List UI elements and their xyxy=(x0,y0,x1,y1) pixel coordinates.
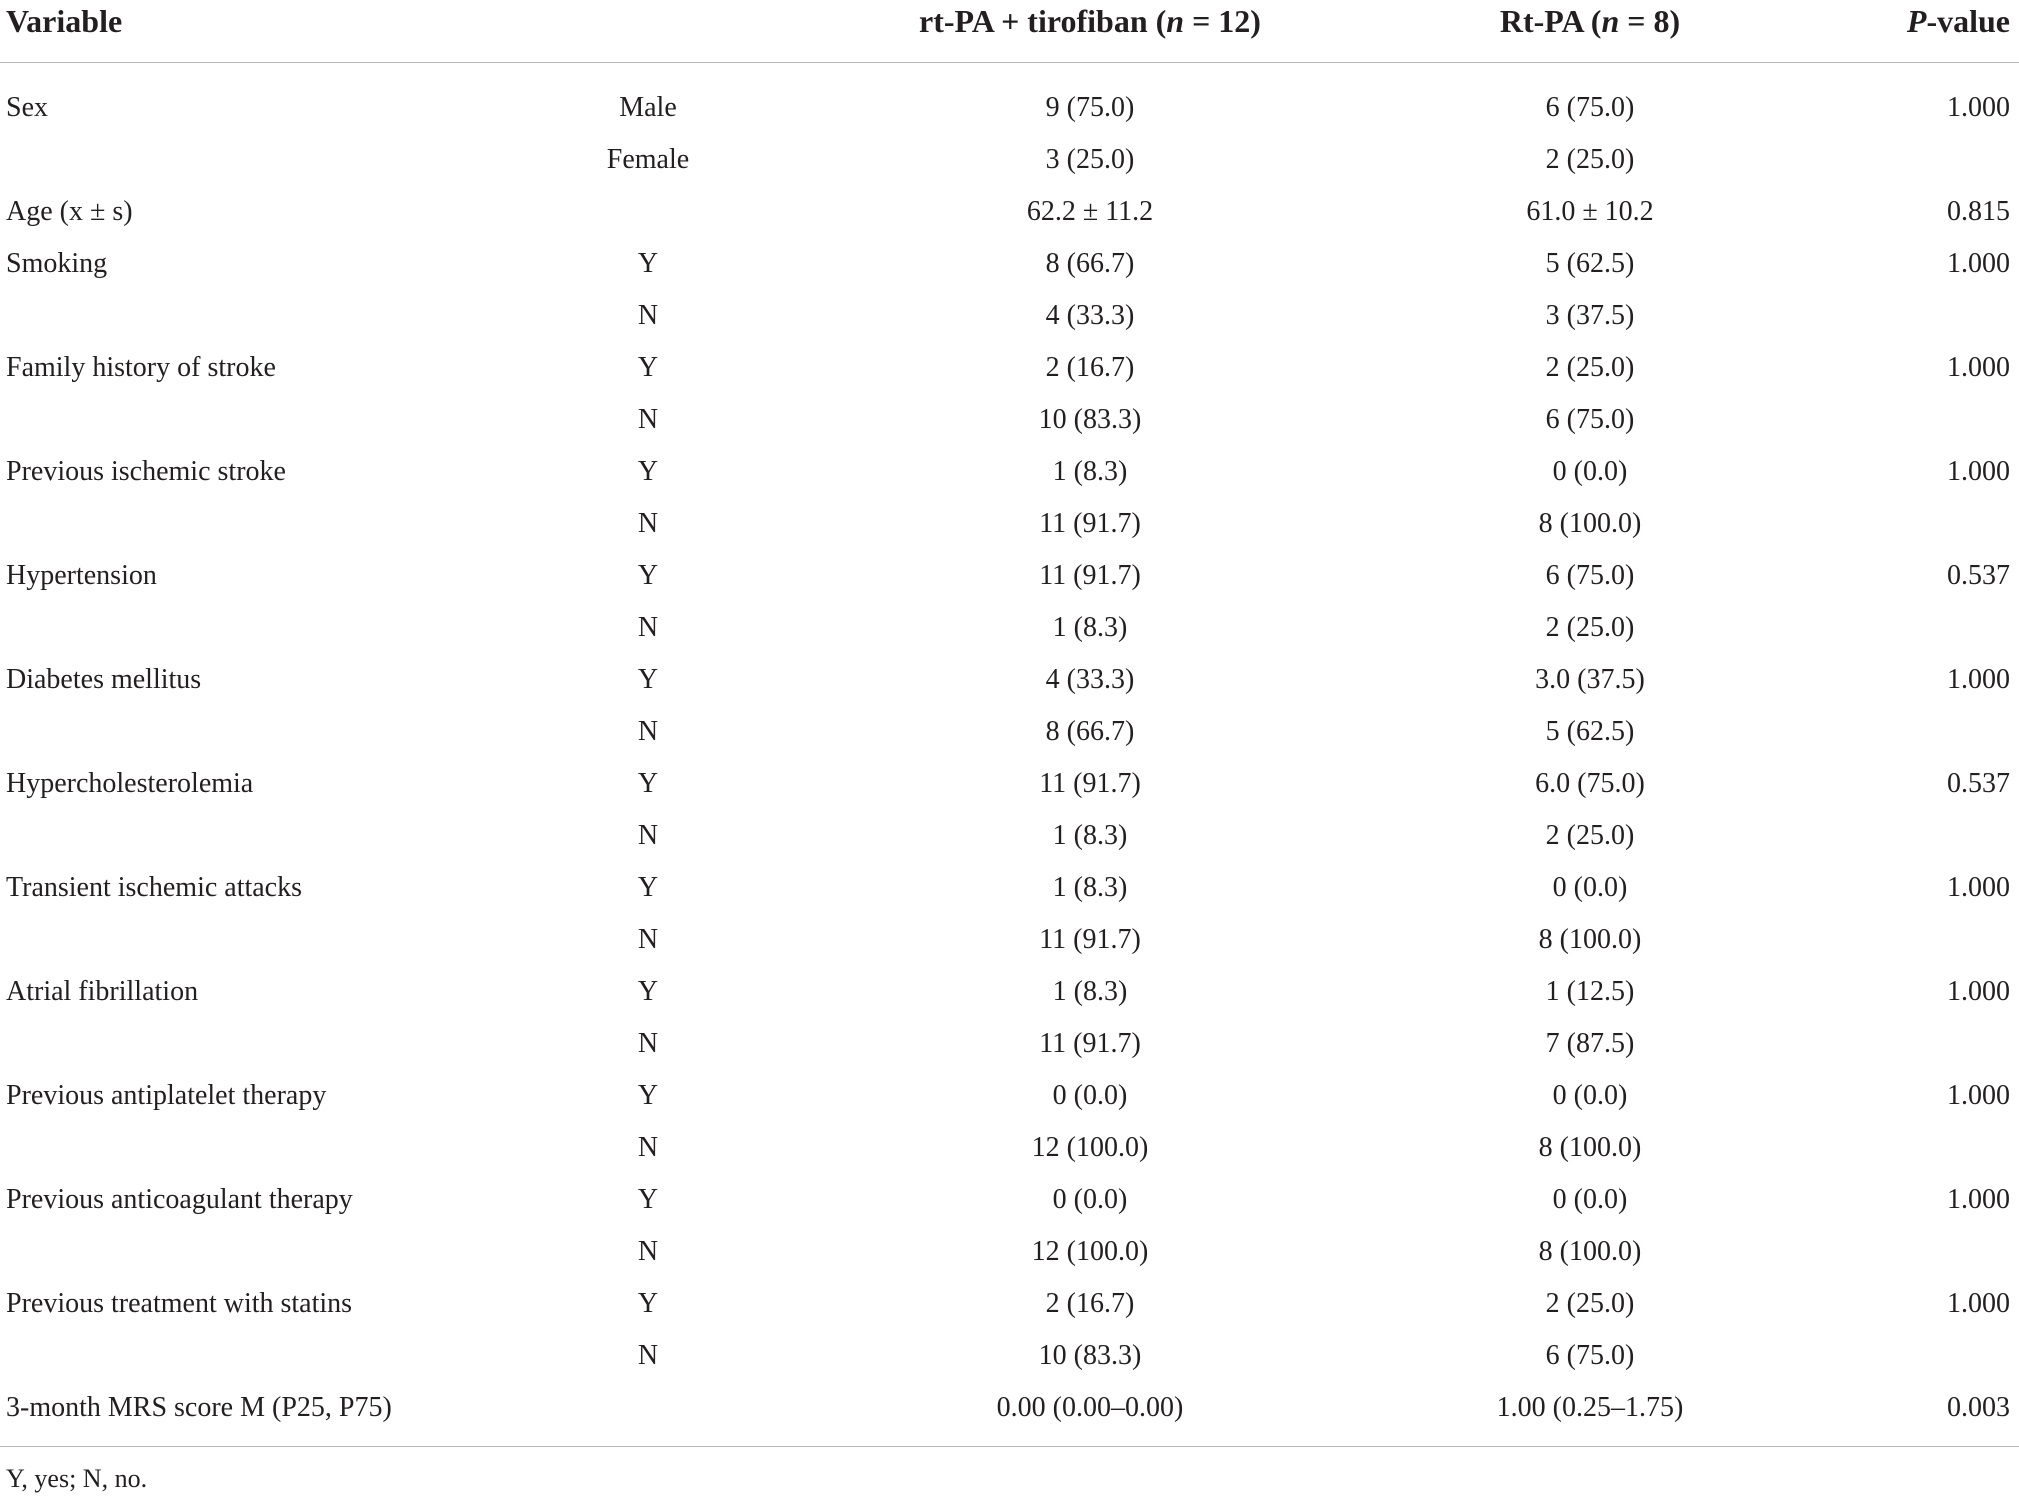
row-subcategory: Y xyxy=(637,976,659,1007)
row-value-rtpa: 5 (62.5) xyxy=(1545,716,1635,747)
row-subcategory xyxy=(548,1382,748,1434)
table-header-row xyxy=(0,0,2019,62)
row-p-value: 1.000 xyxy=(1947,248,2010,279)
row-subcategory: N xyxy=(637,404,659,435)
row-p-value: 1.000 xyxy=(1947,456,2010,487)
row-p-value xyxy=(1880,498,2010,550)
table-row xyxy=(0,810,2019,862)
row-p-value xyxy=(1880,290,2010,342)
row-value-rtpa: 8 (100.0) xyxy=(1538,1132,1642,1163)
header-group-a: rt-PA + tirofiban (n = 12) xyxy=(919,3,1261,39)
row-subcategory: Y xyxy=(637,248,659,279)
row-p-value: 0.815 xyxy=(1947,196,2010,227)
table-row xyxy=(0,654,2019,706)
row-p-value: 0.003 xyxy=(1947,1392,2010,1423)
row-variable-label: Atrial fibrillation xyxy=(6,976,199,1007)
row-p-value: 1.000 xyxy=(1947,1184,2010,1215)
row-value-rtpa-tirofiban: 12 (100.0) xyxy=(1031,1236,1149,1267)
row-p-value xyxy=(1880,1018,2010,1070)
row-variable-label: Transient ischemic attacks xyxy=(6,872,303,903)
row-value-rtpa-tirofiban: 11 (91.7) xyxy=(1039,768,1141,799)
row-value-rtpa: 6 (75.0) xyxy=(1545,404,1635,435)
table-row xyxy=(0,1174,2019,1226)
row-value-rtpa-tirofiban: 11 (91.7) xyxy=(1039,924,1141,955)
table-row xyxy=(0,1382,2019,1434)
row-value-rtpa: 1 (12.5) xyxy=(1545,976,1635,1007)
row-subcategory: N xyxy=(637,612,659,643)
row-value-rtpa: 2 (25.0) xyxy=(1545,612,1635,643)
row-subcategory: Male xyxy=(619,92,677,123)
table-row xyxy=(0,498,2019,550)
row-subcategory: Female xyxy=(606,144,690,175)
row-variable-label: Sex xyxy=(6,92,48,123)
table-row xyxy=(0,1278,2019,1330)
row-subcategory: N xyxy=(637,1132,659,1163)
row-variable-label: Hypercholesterolemia xyxy=(6,768,254,799)
row-value-rtpa: 1.00 (0.25–1.75) xyxy=(1496,1392,1684,1423)
row-value-rtpa-tirofiban: 11 (91.7) xyxy=(1039,560,1141,591)
row-variable-label: Age (x ± s) xyxy=(6,196,133,227)
table-row xyxy=(0,914,2019,966)
row-value-rtpa-tirofiban: 10 (83.3) xyxy=(1038,404,1142,435)
row-value-rtpa-tirofiban: 3 (25.0) xyxy=(1045,144,1135,175)
row-subcategory: Y xyxy=(637,1080,659,1111)
table-row xyxy=(0,82,2019,134)
row-value-rtpa: 0 (0.0) xyxy=(1552,1080,1628,1111)
table-row xyxy=(0,238,2019,290)
row-value-rtpa-tirofiban: 0.00 (0.00–0.00) xyxy=(996,1392,1184,1423)
row-value-rtpa: 2 (25.0) xyxy=(1545,1288,1635,1319)
row-value-rtpa-tirofiban: 2 (16.7) xyxy=(1045,1288,1135,1319)
row-subcategory: N xyxy=(637,1340,659,1371)
table-row xyxy=(0,342,2019,394)
table-row xyxy=(0,134,2019,186)
row-p-value xyxy=(1880,706,2010,758)
row-subcategory: Y xyxy=(637,1288,659,1319)
row-variable-label: Previous anticoagulant therapy xyxy=(6,1184,353,1215)
row-subcategory: N xyxy=(637,924,659,955)
table-row xyxy=(0,966,2019,1018)
row-variable-label: Previous treatment with statins xyxy=(6,1288,353,1319)
row-value-rtpa-tirofiban: 1 (8.3) xyxy=(1052,820,1128,851)
table-row xyxy=(0,290,2019,342)
row-p-value: 1.000 xyxy=(1947,92,2010,123)
row-variable-label: Family history of stroke xyxy=(6,352,276,383)
table-row xyxy=(0,550,2019,602)
table-row xyxy=(0,1070,2019,1122)
row-value-rtpa-tirofiban: 1 (8.3) xyxy=(1052,872,1128,903)
row-value-rtpa: 2 (25.0) xyxy=(1545,144,1635,175)
header-rule xyxy=(0,62,2019,63)
row-value-rtpa-tirofiban: 11 (91.7) xyxy=(1039,1028,1141,1059)
row-variable-label: Previous antiplatelet therapy xyxy=(6,1080,327,1111)
table-row xyxy=(0,186,2019,238)
row-p-value xyxy=(1880,602,2010,654)
row-p-value xyxy=(1880,134,2010,186)
row-p-value: 1.000 xyxy=(1947,1288,2010,1319)
row-p-value: 1.000 xyxy=(1947,872,2010,903)
row-value-rtpa: 0 (0.0) xyxy=(1552,872,1628,903)
row-value-rtpa: 2 (25.0) xyxy=(1545,352,1635,383)
row-p-value xyxy=(1880,1226,2010,1278)
row-p-value xyxy=(1880,1122,2010,1174)
row-variable-label: Previous ischemic stroke xyxy=(6,456,286,487)
row-value-rtpa: 3.0 (37.5) xyxy=(1535,664,1645,695)
row-subcategory xyxy=(548,186,748,238)
row-p-value: 0.537 xyxy=(1947,768,2010,799)
row-p-value: 1.000 xyxy=(1947,664,2010,695)
row-value-rtpa: 8 (100.0) xyxy=(1538,924,1642,955)
table-row xyxy=(0,1122,2019,1174)
row-subcategory: N xyxy=(637,300,659,331)
row-subcategory: N xyxy=(637,1028,659,1059)
table-row xyxy=(0,446,2019,498)
row-value-rtpa: 8 (100.0) xyxy=(1538,508,1642,539)
row-subcategory: N xyxy=(637,716,659,747)
row-variable-label: Diabetes mellitus xyxy=(6,664,202,695)
row-value-rtpa-tirofiban: 12 (100.0) xyxy=(1031,1132,1149,1163)
row-value-rtpa-tirofiban: 0 (0.0) xyxy=(1052,1080,1128,1111)
table-row xyxy=(0,394,2019,446)
row-value-rtpa: 6 (75.0) xyxy=(1545,560,1635,591)
row-value-rtpa: 5 (62.5) xyxy=(1545,248,1635,279)
row-subcategory: N xyxy=(637,508,659,539)
row-value-rtpa-tirofiban: 8 (66.7) xyxy=(1045,716,1135,747)
row-p-value: 0.537 xyxy=(1947,560,2010,591)
row-value-rtpa: 7 (87.5) xyxy=(1545,1028,1635,1059)
row-value-rtpa: 2 (25.0) xyxy=(1545,820,1635,851)
row-p-value xyxy=(1880,394,2010,446)
row-p-value: 1.000 xyxy=(1947,1080,2010,1111)
row-subcategory: Y xyxy=(637,664,659,695)
row-value-rtpa: 6 (75.0) xyxy=(1545,1340,1635,1371)
table-row xyxy=(0,706,2019,758)
row-value-rtpa: 6 (75.0) xyxy=(1545,92,1635,123)
row-p-value xyxy=(1880,1330,2010,1382)
table-body xyxy=(0,82,2019,1434)
row-value-rtpa-tirofiban: 2 (16.7) xyxy=(1045,352,1135,383)
header-p-value: P-value xyxy=(1906,3,2010,39)
table-row xyxy=(0,1226,2019,1278)
row-variable-label: 3-month MRS score M (P25, P75) xyxy=(6,1392,392,1423)
table-footnote: Y, yes; N, no. xyxy=(6,1464,148,1493)
row-value-rtpa-tirofiban: 4 (33.3) xyxy=(1045,664,1135,695)
row-p-value xyxy=(1880,810,2010,862)
row-subcategory: Y xyxy=(637,1184,659,1215)
row-value-rtpa-tirofiban: 9 (75.0) xyxy=(1045,92,1135,123)
row-value-rtpa-tirofiban: 1 (8.3) xyxy=(1052,456,1128,487)
row-subcategory: Y xyxy=(637,560,659,591)
row-variable-label: Smoking xyxy=(6,248,108,279)
row-value-rtpa-tirofiban: 10 (83.3) xyxy=(1038,1340,1142,1371)
table-row xyxy=(0,1330,2019,1382)
table-row xyxy=(0,602,2019,654)
header-variable: Variable xyxy=(6,3,123,39)
row-value-rtpa: 8 (100.0) xyxy=(1538,1236,1642,1267)
row-value-rtpa: 0 (0.0) xyxy=(1552,1184,1628,1215)
row-value-rtpa-tirofiban: 1 (8.3) xyxy=(1052,976,1128,1007)
row-value-rtpa-tirofiban: 62.2 ± 11.2 xyxy=(1026,196,1154,227)
row-p-value xyxy=(1880,914,2010,966)
row-value-rtpa: 6.0 (75.0) xyxy=(1535,768,1645,799)
row-subcategory: N xyxy=(637,820,659,851)
table-row xyxy=(0,758,2019,810)
row-value-rtpa-tirofiban: 0 (0.0) xyxy=(1052,1184,1128,1215)
row-variable-label: Hypertension xyxy=(6,560,157,591)
row-value-rtpa-tirofiban: 4 (33.3) xyxy=(1045,300,1135,331)
row-subcategory: Y xyxy=(637,456,659,487)
row-value-rtpa: 0 (0.0) xyxy=(1552,456,1628,487)
row-value-rtpa: 61.0 ± 10.2 xyxy=(1526,196,1654,227)
table-row xyxy=(0,862,2019,914)
row-subcategory: Y xyxy=(637,872,659,903)
row-subcategory: Y xyxy=(637,768,659,799)
row-value-rtpa-tirofiban: 8 (66.7) xyxy=(1045,248,1135,279)
row-p-value: 1.000 xyxy=(1947,976,2010,1007)
row-p-value: 1.000 xyxy=(1947,352,2010,383)
table-row xyxy=(0,1018,2019,1070)
bottom-rule xyxy=(0,1446,2019,1447)
row-value-rtpa: 3 (37.5) xyxy=(1545,300,1635,331)
row-subcategory: Y xyxy=(637,352,659,383)
row-value-rtpa-tirofiban: 1 (8.3) xyxy=(1052,612,1128,643)
row-value-rtpa-tirofiban: 11 (91.7) xyxy=(1039,508,1141,539)
header-group-b: Rt-PA (n = 8) xyxy=(1499,3,1681,39)
row-subcategory: N xyxy=(637,1236,659,1267)
